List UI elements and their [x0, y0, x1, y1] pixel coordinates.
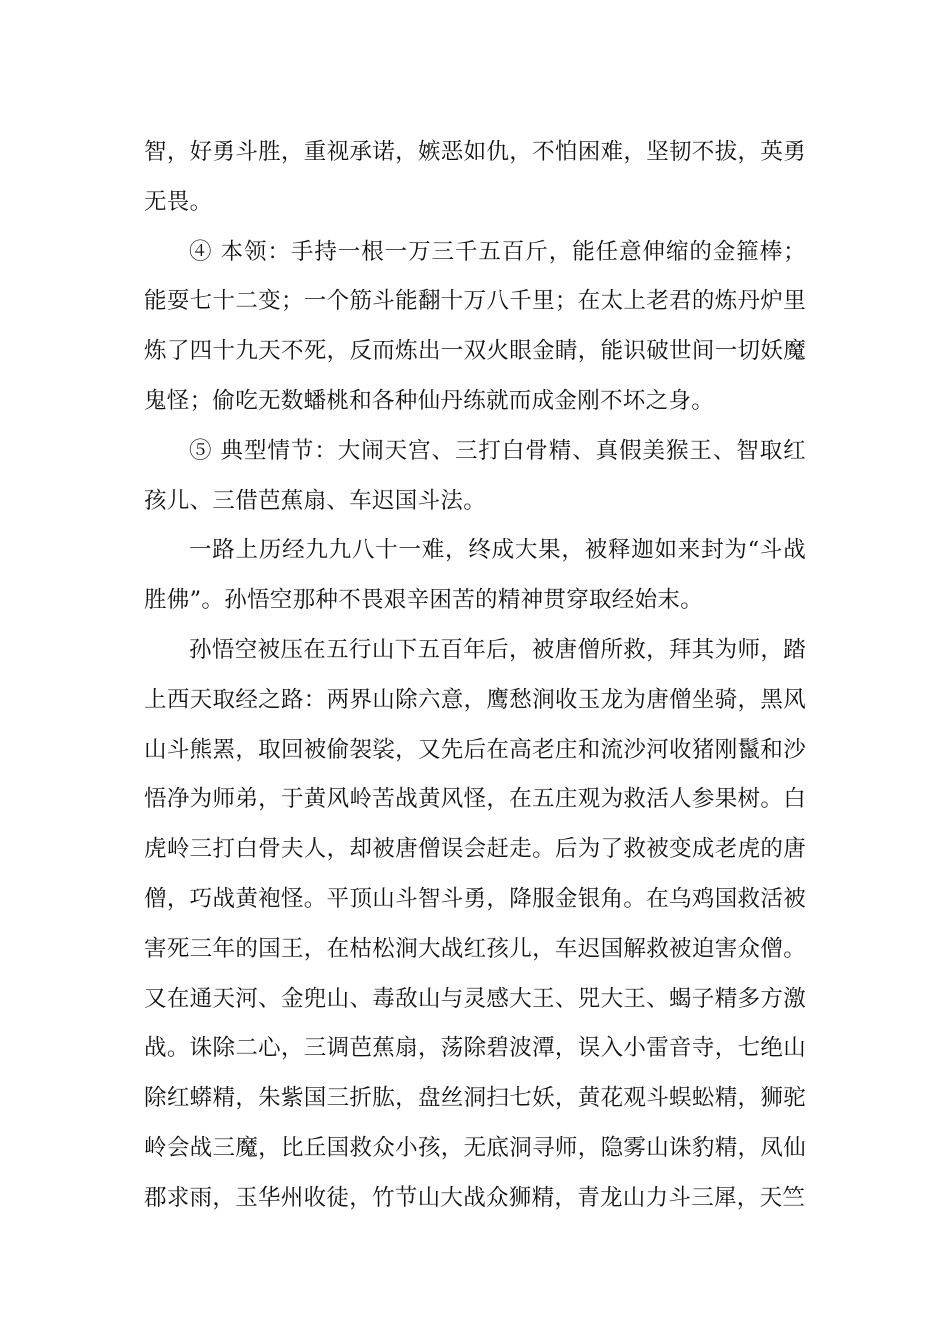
- paragraph-journey-summary: 一路上历经九九八十一难，终成大果，被释迦如来封为“斗战胜佛”。孙悟空那种不畏艰辛困苦的精神贯穿取经始末。: [144, 537, 806, 614]
- paragraph-journey-details: 孙悟空被压在五行山下五百年后，被唐僧所救，拜其为师，踏上西天取经之路：两界山除六意，鹰愁涧收玉龙为唐僧坐骑，黑风山斗熊罴，取回被偷袈裟，又先后在高老庄和流沙河收猪刚鬣和沙悟净为师弟，于黄风岭苦战黄风怪，在五庄观为救活人参果树。白虎岭三打白骨夫人，却被唐僧误会赶走。后为了救被变成老虎的唐僧，巧战黄袍怪。平顶山斗智斗勇，降服金银角。在乌鸡国救活被害死三年的国王，在枯松涧大战红孩儿，车迟国解救被迫害众僧。又在通天河、金兜山、毒敌山与灵感大王、兕大王、蝎子精多方激战。诛除二心，三调芭蕉扇，荡除碧波潭，误入小雷音寺，七绝山除红蟒精，朱紫国三折肱，盘丝洞扫七妖，黄花观斗蜈蚣精，狮驼岭会战三魔，比丘国救众小孩，无底洞寻师，隐雾山诛豹精，凤仙郡求雨，玉华州收徒，竹节山大战众狮精，青龙山力斗三犀，天竺: [144, 636, 806, 1211]
- paragraph-continuation: 智，好勇斗胜，重视承诺，嫉恶如仇，不怕困难，坚韧不拔，英勇无畏。: [144, 139, 806, 215]
- paragraph-abilities: ④ 本领：手持一根一万三千五百斤，能任意伸缩的金箍棒；能耍七十二变；一个筋斗能翻十万八千里；在太上老君的炼丹炉里炼了四十九天不死，反而炼出一双火眼金睛，能识破世间一切妖魔鬼怪；偷吃无数蟠桃和各种仙丹练就而成金刚不坏之身。: [144, 238, 806, 414]
- paragraph-typical-plots: ⑤ 典型情节：大闹天宫、三打白骨精、真假美猴王、智取红孩儿、三借芭蕉扇、车迟国斗法。: [144, 437, 806, 514]
- body-text: [144, 128, 806, 1224]
